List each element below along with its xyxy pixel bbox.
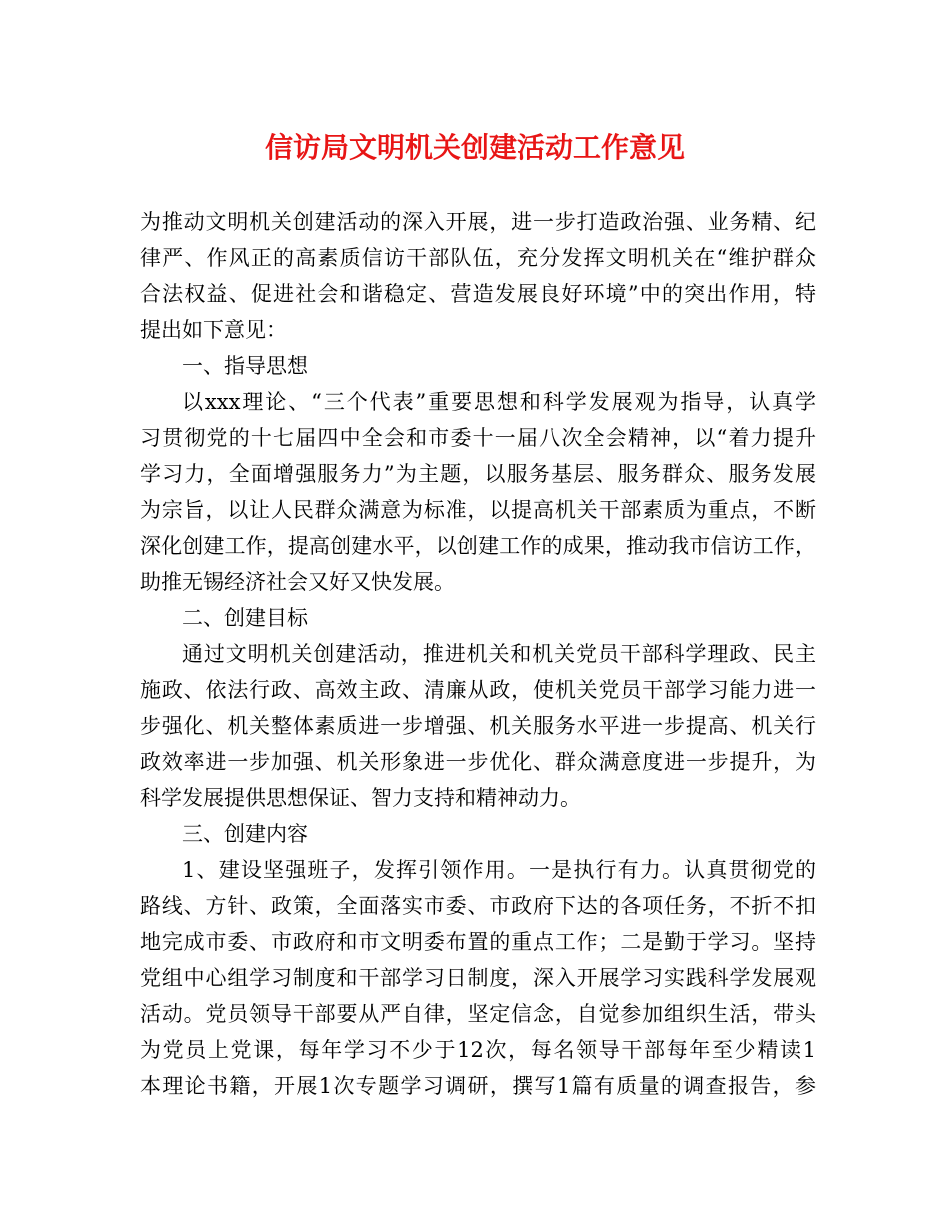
paragraph-line: 以xxx理论、“三个代表”重要思想和科学发展观为指导，认真学 <box>182 390 816 414</box>
section-heading: 一、指导思想 <box>182 354 308 378</box>
paragraph-line: 提出如下意见： <box>140 318 287 342</box>
paragraph-line: 助推无锡经济社会又好又快发展。 <box>140 570 455 594</box>
paragraph-line: 为宗旨，以让人民群众满意为标准，以提高机关干部素质为重点，不断 <box>140 498 816 522</box>
paragraph-line: 党组中心组学习制度和干部学习日制度，深入开展学习实践科学发展观 <box>140 966 816 990</box>
paragraph-line: 步强化、机关整体素质进一步增强、机关服务水平进一步提高、机关行 <box>140 714 816 738</box>
paragraph-line: 为推动文明机关创建活动的深入开展，进一步打造政治强、业务精、纪 <box>140 210 816 234</box>
section-heading: 三、创建内容 <box>182 822 308 846</box>
paragraph-line: 地完成市委、市政府和市文明委布置的重点工作；二是勤于学习。坚持 <box>140 930 816 954</box>
paragraph-line: 通过文明机关创建活动，推进机关和机关党员干部科学理政、民主 <box>182 642 816 666</box>
paragraph-line: 学习力，全面增强服务力”为主题，以服务基层、服务群众、服务发展 <box>140 462 816 486</box>
paragraph-line: 活动。党员领导干部要从严自律，坚定信念，自觉参加组织生活，带头 <box>140 1002 816 1026</box>
paragraph-line: 施政、依法行政、高效主政、清廉从政，使机关党员干部学习能力进一 <box>140 678 816 702</box>
paragraph-line: 习贯彻党的十七届四中全会和市委十一届八次全会精神，以“着力提升 <box>140 426 816 450</box>
paragraph-line: 路线、方针、政策，全面落实市委、市政府下达的各项任务，不折不扣 <box>140 894 816 918</box>
document-title: 信访局文明机关创建活动工作意见 <box>264 131 685 164</box>
paragraph-line: 深化创建工作，提高创建水平，以创建工作的成果，推动我市信访工作， <box>140 534 816 558</box>
paragraph-line: 科学发展提供思想保证、智力支持和精神动力。 <box>140 786 581 810</box>
paragraph-line: 为党员上党课，每年学习不少于12次，每名领导干部每年至少精读1 <box>140 1038 816 1062</box>
paragraph-line: 1、建设坚强班子，发挥引领作用。一是执行有力。认真贯彻党的 <box>182 858 816 882</box>
paragraph-line: 合法权益、促进社会和谐稳定、营造发展良好环境”中的突出作用，特 <box>140 282 816 306</box>
paragraph-line: 本理论书籍，开展1次专题学习调研，撰写1篇有质量的调查报告，参 <box>140 1074 816 1098</box>
section-heading: 二、创建目标 <box>182 606 308 630</box>
paragraph-line: 政效率进一步加强、机关形象进一步优化、群众满意度进一步提升，为 <box>140 750 816 774</box>
paragraph-line: 律严、作风正的高素质信访干部队伍，充分发挥文明机关在“维护群众 <box>140 246 816 270</box>
document-body <box>140 204 816 1104</box>
